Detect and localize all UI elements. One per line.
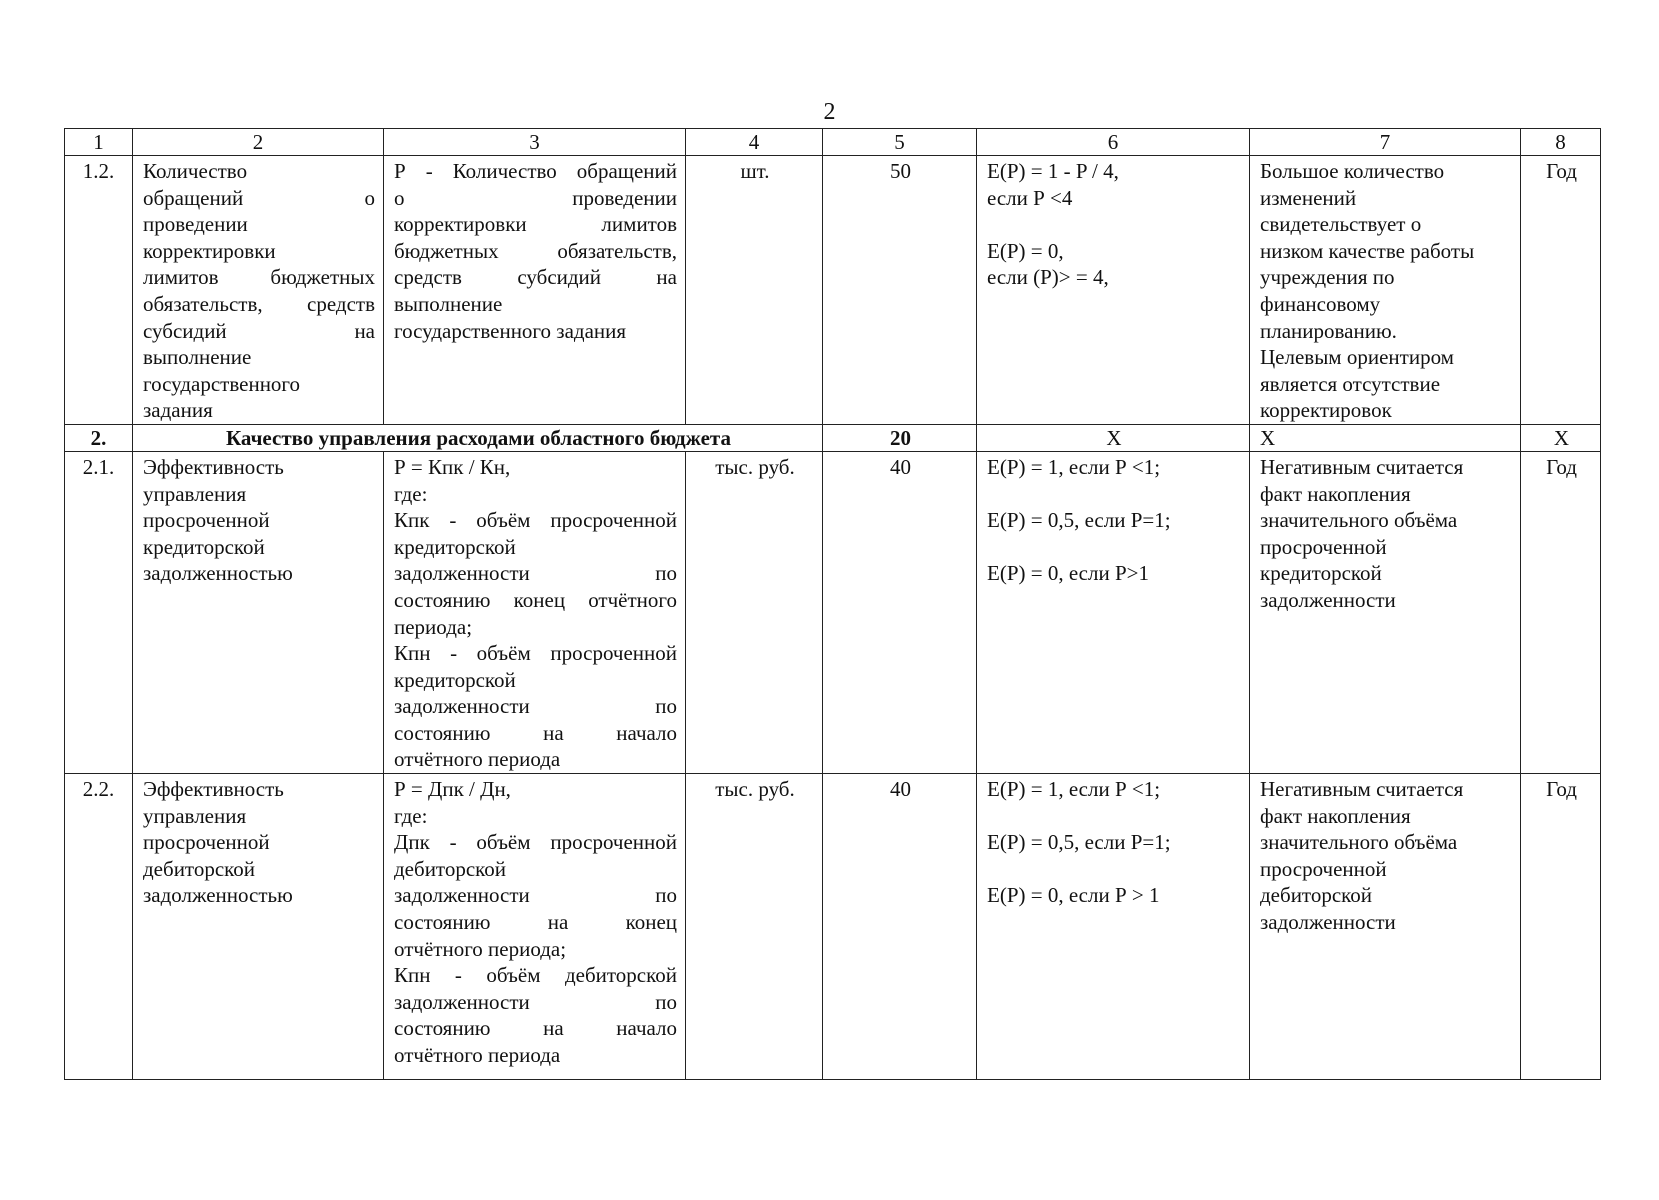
indicator-name-line: корректировки [143,238,276,263]
formula-line: Кпн - объём дебиторской [394,963,677,988]
formula-line: периода; [394,614,473,639]
comment-line: значительного объёма [1260,830,1458,855]
column-number: 5 [823,129,977,156]
table-row [65,156,1601,425]
comment-line: корректировок [1260,398,1392,423]
unit-cell: шт. [686,156,823,425]
indicator-name-line: задания [143,398,213,423]
period-cell: Год [1521,451,1601,773]
comment-line: факт накопления [1260,481,1411,506]
indicator-name-line: Эффективность [143,454,284,479]
formula-line: выполнение [394,291,503,316]
comment-line: задолженности [1260,587,1396,612]
formula-line: где: [394,481,428,506]
weight-cell: 50 [823,156,977,425]
formula-line: Р = Дпк / Дн, [394,777,511,802]
indicator-name-line: задолженностью [143,883,293,908]
formula-line: состоянию на конец [394,910,677,935]
indicator-name-line: лимитов бюджетных [143,265,375,290]
indicator-name-line: просроченной [143,508,270,533]
formula-line: отчётного периода [394,1043,561,1067]
page-number: 2 [823,99,836,125]
indicator-name-line: управления [143,803,247,828]
column-number: 8 [1521,129,1601,156]
formula-line: о проведении [394,185,677,210]
section-cell-8: X [1521,424,1601,451]
calc-line: E(P) = 0, если Р > 1 [987,883,1160,908]
formula-line: задолженности по [394,989,677,1014]
calc-line: E(P) = 1, если Р <1; [987,777,1161,802]
formula-line: Кпк - объём просроченной [394,508,677,533]
comment-line: значительного объёма [1260,508,1458,533]
section-row [65,424,1601,451]
indicator-name-line: просроченной [143,830,270,855]
section-title: Качество управления расходами областного бюджета [133,424,823,451]
formula-line: средств субсидий на [394,265,677,290]
comment-line: изменений [1260,185,1357,210]
formula-line: состоянию на начало [394,720,677,745]
calc-line: E(P) = 1, если Р <1; [987,454,1161,479]
formula-line: отчётного периода; [394,936,567,961]
comment-line: кредиторской [1260,561,1382,586]
calc-gap [987,481,1241,508]
formula-line: бюджетных обязательств, [394,238,677,263]
formula-line: государственного задания [394,318,627,343]
indicator-name-line: государственного [143,371,301,396]
period-cell: Год [1521,156,1601,425]
row-number: 2.2. [65,774,133,1080]
formula-line: задолженности по [394,561,677,586]
indicator-name-line: субсидий на [143,318,375,343]
unit-cell: тыс. руб. [686,774,823,1080]
table-row [65,451,1601,773]
comment-line: просроченной [1260,856,1387,881]
formula-line: состоянию конец отчётного [394,587,677,612]
column-number-row [65,129,1601,156]
formula-line: Р = Кпк / Кн, [394,454,511,479]
calculation-cell [977,774,1250,1080]
unit-cell: тыс. руб. [686,451,823,773]
indicator-name-line: дебиторской [143,856,256,881]
indicator-name-line: кредиторской [143,534,265,559]
calc-line: E(P) = 0, [987,238,1064,263]
formula-cell [384,156,686,425]
comment-line: Целевым ориентиром [1260,345,1454,370]
comment-line: учреждения по [1260,265,1395,290]
section-number: 2. [65,424,133,451]
formula-line: Кпн - объём просроченной [394,641,677,666]
calc-line: E(P) = 1 - P / 4, [987,159,1119,183]
formula-line: отчётного периода [394,747,561,772]
indicator-name-cell [133,774,384,1080]
comment-line: планированию. [1260,318,1397,343]
indicator-name-line: обращений о [143,185,375,210]
comment-line: дебиторской [1260,883,1373,908]
indicator-name-line: задолженностью [143,561,293,586]
period-cell: Год [1521,774,1601,1080]
weight-cell: 40 [823,774,977,1080]
calculation-cell [977,156,1250,425]
comment-line: Негативным считается [1260,454,1464,479]
row-number: 1.2. [65,156,133,425]
indicator-name-line: обязательств, средств [143,291,375,316]
calc-gap [987,803,1241,830]
calc-line: E(P) = 0,5, если Р=1; [987,830,1171,855]
column-number: 7 [1250,129,1521,156]
section-cell-7: X [1250,424,1521,451]
indicator-name-line: проведении [143,212,248,237]
criteria-table [64,128,1601,1080]
comment-cell [1250,451,1521,773]
comment-line: задолженности [1260,910,1396,935]
comment-line: Большое количество [1260,159,1445,183]
table-row [65,774,1601,1080]
section-weight: 20 [823,424,977,451]
column-number: 1 [65,129,133,156]
comment-line: является отсутствие [1260,371,1441,396]
formula-cell [384,774,686,1080]
comment-line: Негативным считается [1260,777,1464,802]
formula-line: где: [394,803,428,828]
calc-line: если Р <4 [987,185,1073,210]
comment-cell [1250,774,1521,1080]
calc-line: E(P) = 0,5, если Р=1; [987,508,1171,533]
formula-line: кредиторской [394,667,516,692]
indicator-name-cell [133,156,384,425]
indicator-name-line: Количество [143,159,248,183]
formula-line: Дпк - объём просроченной [394,830,677,855]
comment-line: факт накопления [1260,803,1411,828]
comment-line: свидетельствует о [1260,212,1422,237]
calculation-cell [977,451,1250,773]
calc-gap [987,534,1241,561]
comment-line: финансовому [1260,291,1381,316]
calc-gap [987,856,1241,883]
calc-gap [987,211,1241,238]
weight-cell: 40 [823,451,977,773]
row-number: 2.1. [65,451,133,773]
formula-line: задолженности по [394,694,677,719]
column-number: 4 [686,129,823,156]
formula-line: Р - Количество обращений [394,159,677,183]
indicator-name-line: Эффективность [143,777,284,802]
column-number: 3 [384,129,686,156]
indicator-name-line: управления [143,481,247,506]
comment-line: просроченной [1260,534,1387,559]
calc-line: если (P)> = 4, [987,265,1109,290]
column-number: 2 [133,129,384,156]
section-cell-6: X [977,424,1250,451]
indicator-name-line: выполнение [143,345,252,370]
indicator-name-cell [133,451,384,773]
formula-line: состоянию на начало [394,1016,677,1041]
comment-cell [1250,156,1521,425]
calc-line: E(P) = 0, если Р>1 [987,561,1149,586]
formula-line: задолженности по [394,883,677,908]
formula-line: корректировки лимитов [394,212,677,237]
column-number: 6 [977,129,1250,156]
formula-line: кредиторской [394,534,516,559]
formula-cell [384,451,686,773]
formula-line: дебиторской [394,856,507,881]
comment-line: низком качестве работы [1260,238,1475,263]
